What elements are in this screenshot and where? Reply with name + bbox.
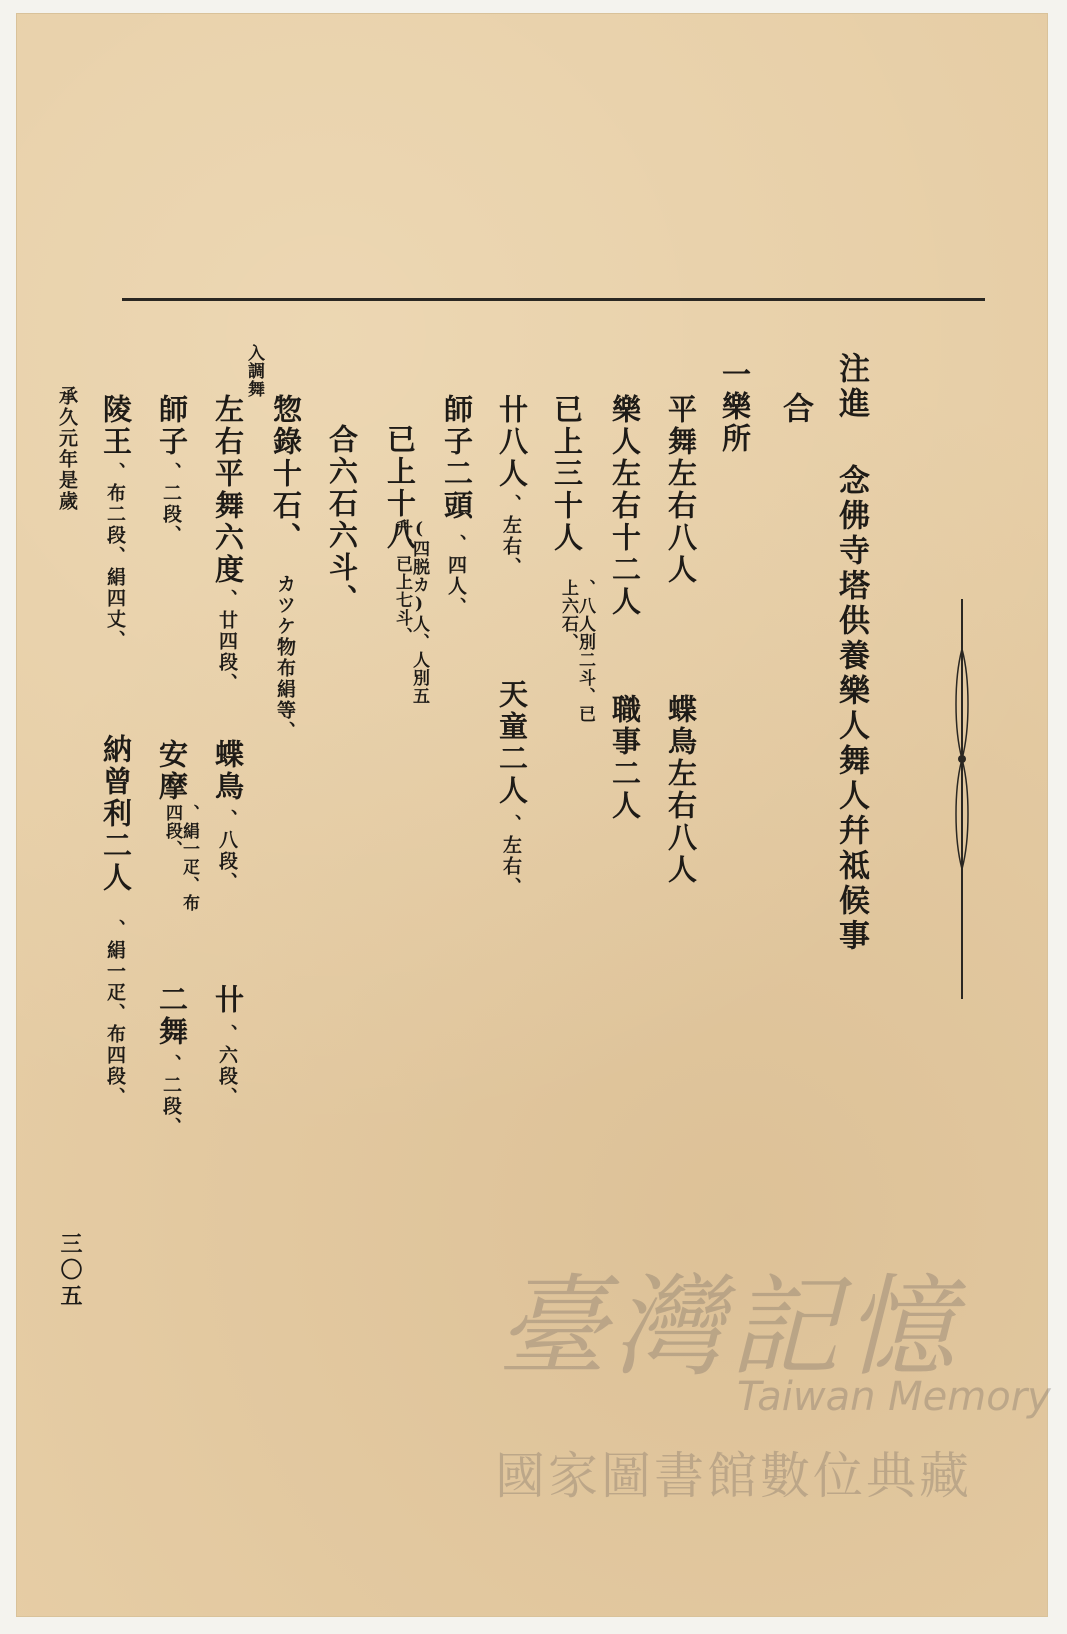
line-9-note: カツケ物布絹等、: [274, 574, 296, 742]
line-3-tail: 職事二人: [608, 694, 642, 822]
watermark-english: Taiwan Memory: [737, 1374, 1051, 1420]
line-7-note: (四脱カ)人、人別五升、已上七斗、: [392, 519, 429, 705]
line-9-main: 惣錄十石、: [269, 394, 303, 554]
line-4-note: 、八人別二斗、已上六石、: [558, 579, 595, 723]
line-10-mid-note: 、八段、: [216, 809, 238, 893]
line-11-main: 師子: [155, 394, 189, 458]
line-11-tail-note: 、二段、: [160, 1054, 182, 1138]
document-page: [17, 14, 1051, 1616]
line-10-tail-note: 、六段、: [216, 1024, 238, 1108]
line-6-main: 師子二頭: [440, 394, 474, 522]
line-10-main: 左右平舞六度: [211, 394, 245, 586]
line-11-note: 、二段、: [160, 462, 182, 546]
line-12-tail-note: 、絹一疋、布四段、: [104, 919, 126, 1108]
heading-prefix: 注進: [833, 352, 869, 422]
line-8-main: 合六石六斗、: [325, 424, 359, 616]
rule-knot-icon: [950, 751, 974, 767]
margin-era: 承久元年是歲: [56, 386, 78, 512]
line-6-note: 、四人、: [445, 534, 467, 618]
line-12-main: 陵王: [99, 394, 133, 458]
page-number: 三〇五: [57, 1232, 83, 1310]
line-2-tail: 蝶鳥左右八人: [664, 694, 698, 886]
line-5-main: 卄八人: [495, 394, 529, 490]
line-3-main: 樂人左右十二人: [608, 394, 642, 618]
rule-ornament-icon: [954, 759, 970, 869]
heading-title: 念佛寺塔供養樂人舞人幷祗候事: [833, 464, 869, 954]
line-11-mid: 安摩: [155, 739, 189, 803]
line-5-tail-note: 、左右、: [500, 814, 522, 898]
line-11-mid-note: 、絹一疋、布四段、: [162, 804, 199, 912]
line-11-tail: 二舞: [155, 984, 189, 1048]
line-12-note: 、布二段、絹四丈、: [104, 462, 126, 651]
watermark-title: 臺灣記憶: [497, 1263, 961, 1391]
line-10-note: 、廿四段、: [216, 589, 238, 694]
line-10-tail: 卄: [211, 984, 245, 1016]
line-12-tail: 納曾利二人: [99, 734, 133, 894]
line-4-main: 已上三十人: [550, 394, 584, 554]
top-rule: [122, 298, 985, 301]
line-10-mid: 蝶鳥: [211, 739, 245, 803]
line-5-tail: 天童二人: [495, 679, 529, 807]
line-7-main: 已上十八: [383, 424, 417, 552]
line-5-note: 、左右、: [500, 494, 522, 578]
watermark-library: 國家圖書館數位典藏: [495, 1447, 972, 1505]
line-2-main: 平舞左右八人: [664, 394, 698, 586]
heading-sub: 合: [777, 392, 813, 427]
line-1: 一樂所: [718, 359, 752, 455]
rule-ornament-icon: [954, 649, 970, 759]
line-10-label: 入調舞: [244, 344, 264, 398]
